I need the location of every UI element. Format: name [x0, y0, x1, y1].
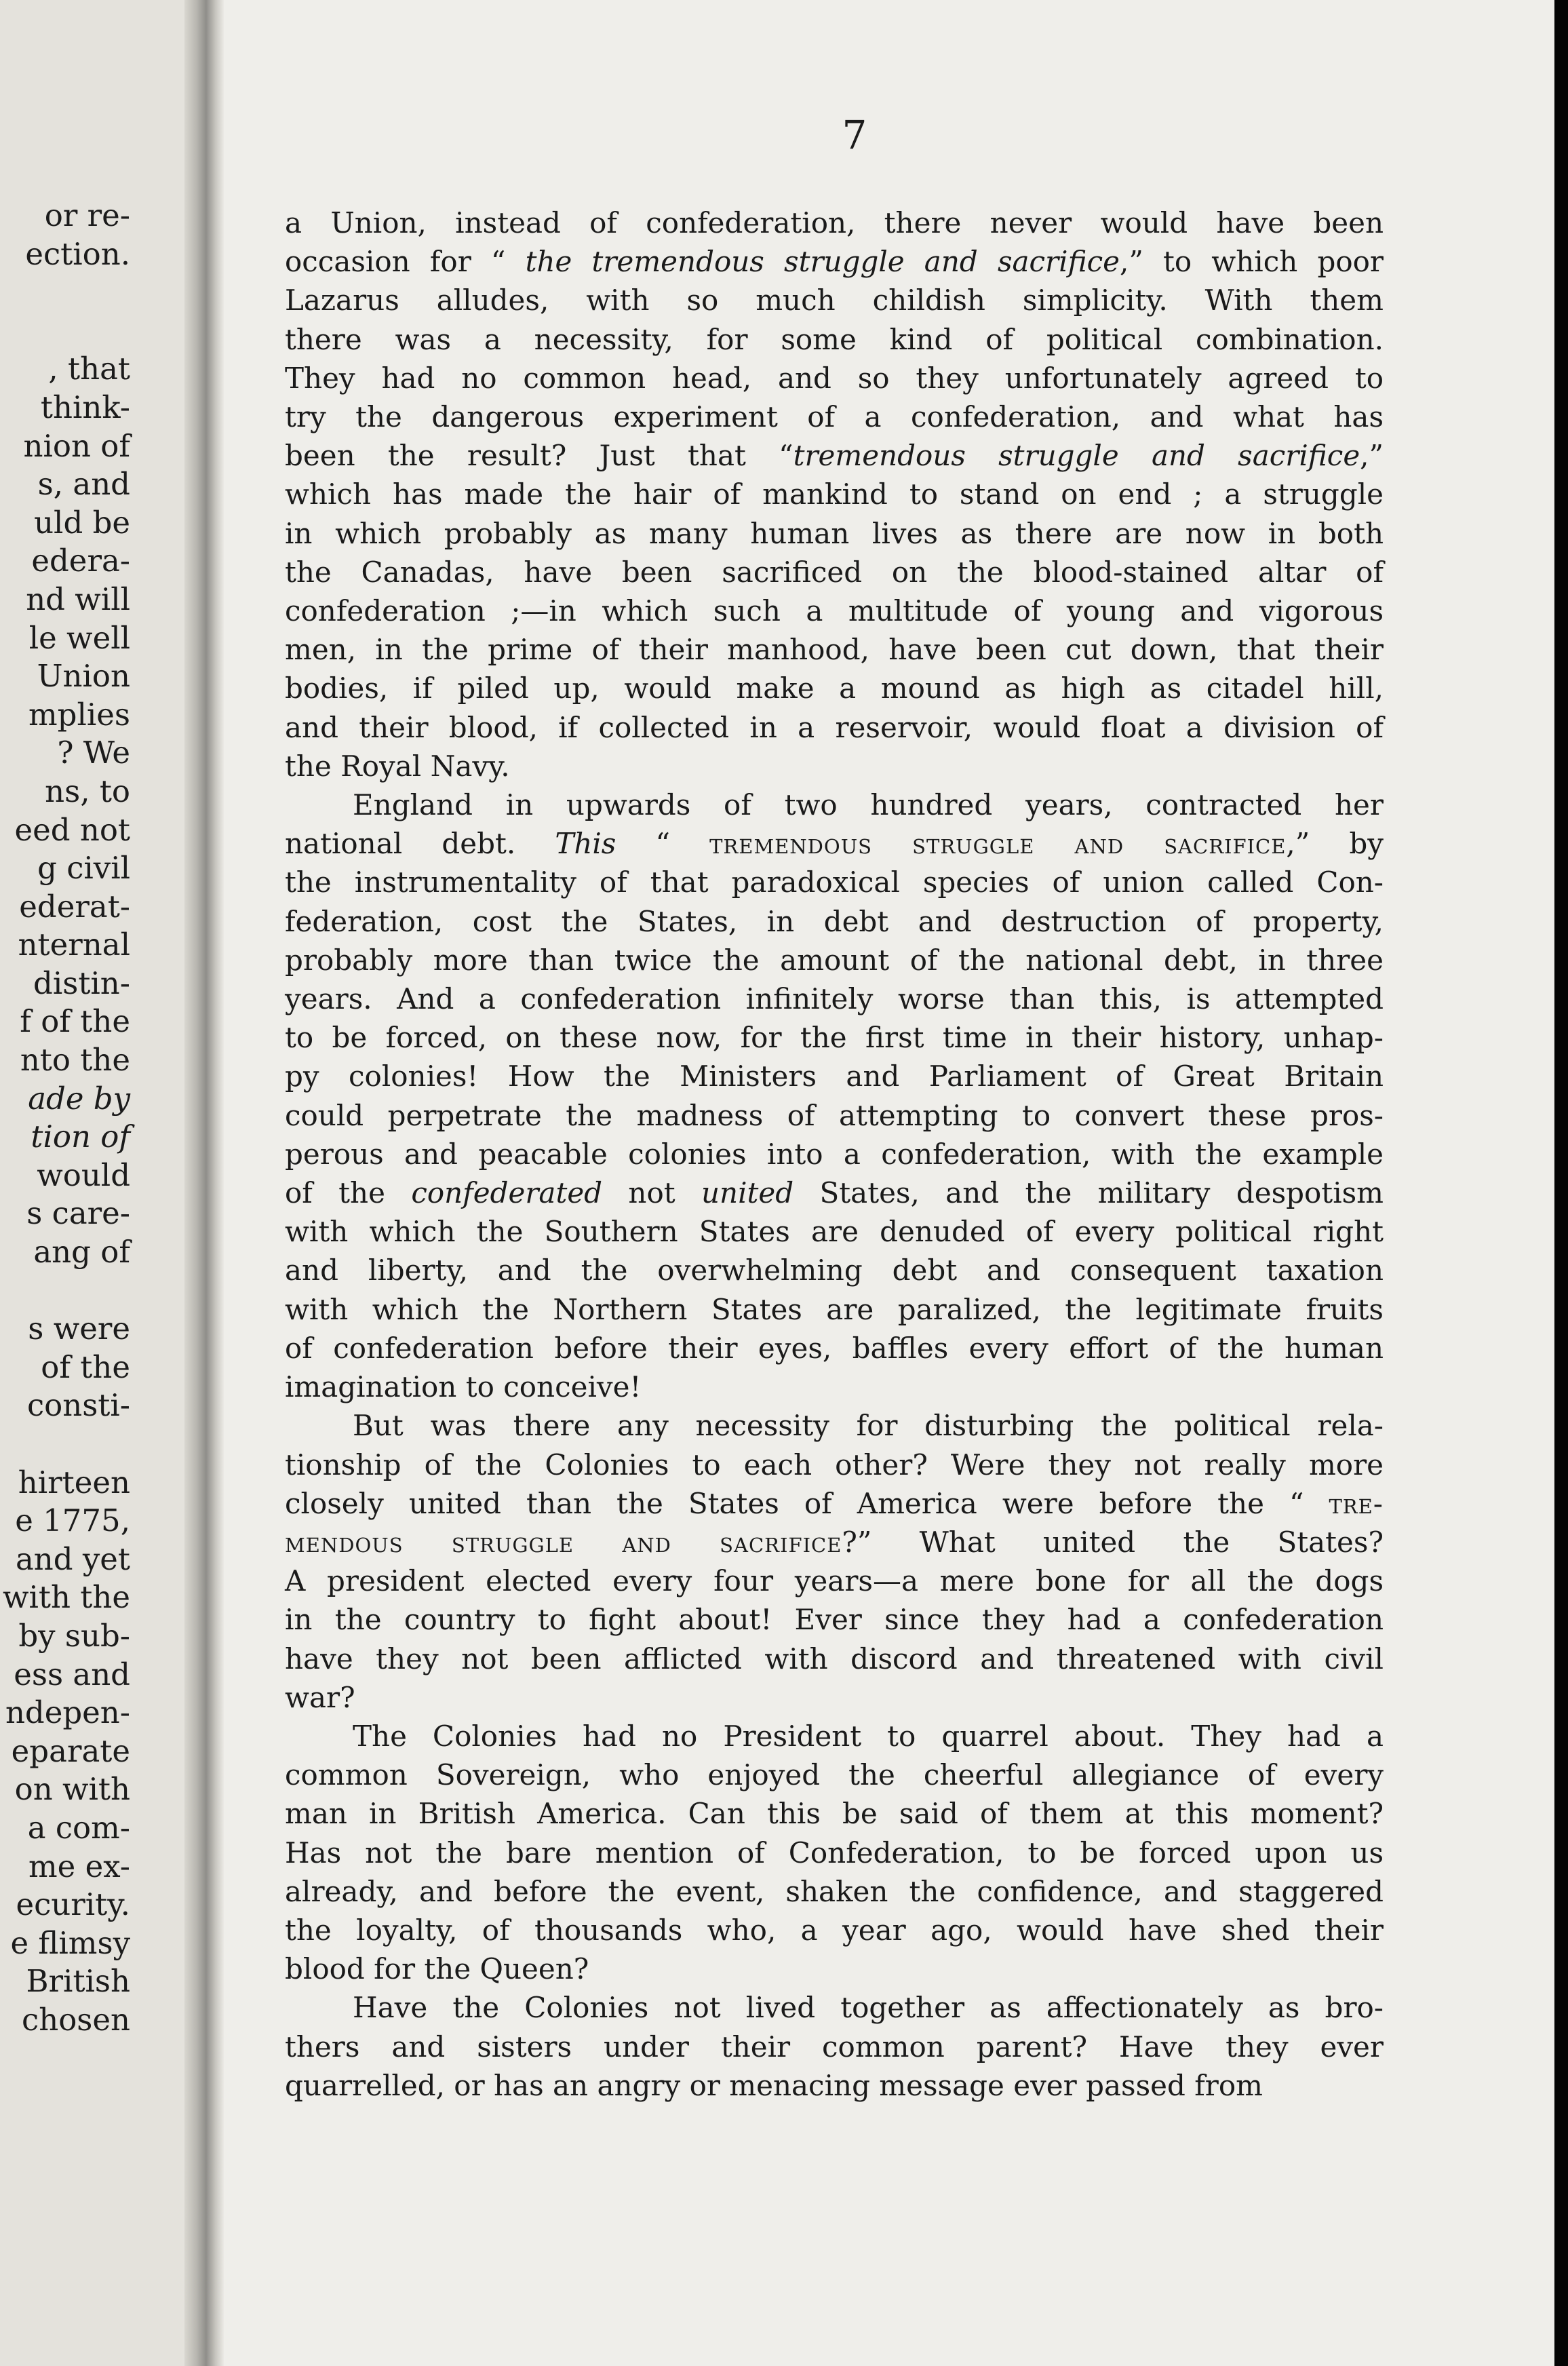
- facing-page-line: on with: [14, 1771, 130, 1808]
- facing-page-line: [0, 312, 130, 351]
- text-line: The Colonies had no President to quarrel about. They had a: [353, 1719, 1384, 1753]
- printed-line: [285, 1950, 1384, 1988]
- printed-line: [285, 630, 1384, 669]
- book-gutter: [184, 0, 224, 2366]
- facing-page-line: tion of: [31, 1119, 130, 1155]
- facing-page-line: [0, 1425, 130, 1464]
- printed-line: [285, 863, 1384, 901]
- facing-page-line: or re-: [44, 197, 130, 233]
- paragraph-p4: [285, 1717, 1384, 1988]
- printed-line: [285, 203, 1384, 242]
- facing-page-line: , that: [48, 351, 130, 387]
- text-line: the Canadas, have been sacrificed on the blood-stained altar of: [285, 555, 1384, 589]
- text-line: a Union, instead of confederation, there never would have been: [285, 206, 1384, 239]
- text-line: the loyalty, of thousands who, a year ago, would have shed their: [285, 1913, 1384, 1947]
- text-line: tionship of the Colonies to each other? Were they not really more: [285, 1448, 1384, 1481]
- text-line: Lazarus alludes, with so much childish simplicity. With them: [285, 284, 1384, 317]
- text-line: which has made the hair of mankind to stand on end ; a struggle: [285, 478, 1384, 511]
- text-line: of the confederated not united States, and the military despotism: [285, 1176, 1384, 1210]
- text-line: years. And a confederation infinitely worse than this, is attempted: [285, 982, 1384, 1016]
- printed-line: [285, 242, 1384, 281]
- facing-page-line: me ex-: [28, 1848, 130, 1884]
- facing-page-line: of the: [41, 1349, 130, 1385]
- facing-page-line: le well: [28, 619, 130, 656]
- printed-line: [285, 2028, 1384, 2066]
- text-line: thers and sisters under their common parent? Have they ever: [285, 2030, 1384, 2063]
- printed-line: [285, 1135, 1384, 1174]
- facing-page-line: ndepen-: [5, 1694, 130, 1731]
- facing-page-line: distin-: [33, 965, 130, 1001]
- printed-line: [285, 1988, 1384, 2027]
- text-line: try the dangerous experiment of a confederation, and what has: [285, 400, 1384, 434]
- printed-line: [285, 902, 1384, 941]
- printed-line: [285, 1446, 1384, 1484]
- printed-line: [285, 1018, 1384, 1057]
- printed-line: [285, 1640, 1384, 1678]
- main-page: [224, 0, 1568, 2366]
- printed-line: [285, 786, 1384, 824]
- text-line: py colonies! How the Ministers and Parliament of Great Britain: [285, 1060, 1384, 1093]
- text-line: have they not been afflicted with discord and threatened with civil: [285, 1642, 1384, 1675]
- text-line: the instrumentality of that paradoxical species of union called Con-: [285, 866, 1384, 899]
- text-line: the Royal Navy.: [285, 749, 510, 783]
- body-text: [285, 203, 1384, 2105]
- facing-page-line: ecurity.: [16, 1886, 130, 1923]
- printed-line: [285, 1484, 1384, 1523]
- printed-line: [285, 592, 1384, 630]
- facing-page-line: s care-: [26, 1195, 130, 1232]
- paragraph-p3: [285, 1406, 1384, 1717]
- printed-line: [285, 1251, 1384, 1289]
- facing-page-line: with the: [3, 1579, 130, 1616]
- printed-line: [285, 669, 1384, 707]
- text-line: there was a necessity, for some kind of political combination.: [285, 322, 1384, 356]
- facing-page-line: f of the: [20, 1003, 130, 1040]
- facing-page-line: nternal: [18, 927, 130, 963]
- text-line: war?: [285, 1680, 355, 1714]
- facing-page-line: think-: [40, 389, 130, 425]
- facing-page-line: Union: [37, 658, 130, 695]
- text-line: A president elected every four years—a mere bone for all the dogs: [285, 1564, 1384, 1598]
- text-line: England in upwards of two hundred years, contracted her: [353, 788, 1384, 822]
- text-line: already, and before the event, shaken the confidence, and staggered: [285, 1874, 1384, 1908]
- printed-line: [285, 320, 1384, 359]
- facing-page-line: ection.: [25, 235, 130, 272]
- printed-line: [285, 1911, 1384, 1950]
- text-line: But was there any necessity for disturbing the political rela-: [353, 1409, 1384, 1443]
- page-number: 7: [842, 112, 867, 158]
- text-line: and their blood, if collected in a reservoir, would float a division of: [285, 710, 1384, 744]
- printed-line: [285, 1290, 1384, 1329]
- scan-edge: [1554, 0, 1568, 2366]
- text-line: been the result? Just that “tremendous struggle and sacrifice,”: [285, 439, 1384, 473]
- printed-line: [285, 436, 1384, 475]
- paragraph-p5: [285, 1988, 1384, 2105]
- text-line: common Sovereign, who enjoyed the cheerful allegiance of every: [285, 1758, 1384, 1792]
- printed-line: [285, 1756, 1384, 1794]
- printed-line: [285, 1406, 1384, 1445]
- facing-page-line: consti-: [26, 1387, 130, 1424]
- facing-page-line: [0, 1272, 130, 1311]
- printed-line: [285, 1562, 1384, 1600]
- facing-page-line: ang of: [33, 1234, 130, 1271]
- text-line: to be forced, on these now, for the first time in their history, unhap-: [285, 1021, 1384, 1055]
- facing-page-line: e 1775,: [15, 1502, 130, 1539]
- facing-page-line: would: [37, 1157, 130, 1193]
- printed-line: [285, 824, 1384, 863]
- printed-line: [285, 1717, 1384, 1756]
- printed-line: [285, 1329, 1384, 1368]
- facing-page-line: ederat-: [19, 888, 130, 925]
- text-line: could perpetrate the madness of attempting to convert these pros-: [285, 1098, 1384, 1132]
- printed-line: [285, 1834, 1384, 1872]
- facing-page-line: a com-: [27, 1809, 130, 1846]
- facing-page-line: s, and: [37, 466, 130, 503]
- facing-page-line: [0, 273, 130, 312]
- facing-page-line: nion of: [23, 427, 130, 464]
- printed-line: [285, 1057, 1384, 1095]
- printed-line: [285, 941, 1384, 980]
- facing-page-line: British: [26, 1963, 130, 2000]
- facing-page-line: nto the: [20, 1042, 130, 1079]
- text-line: with which the Southern States are denuded of every political right: [285, 1215, 1384, 1249]
- text-line: Have the Colonies not lived together as affectionately as bro-: [353, 1991, 1384, 2025]
- text-line: men, in the prime of their manhood, have been cut down, that their: [285, 633, 1384, 667]
- printed-line: [285, 980, 1384, 1018]
- text-line: Has not the bare mention of Confederation, to be forced upon us: [285, 1836, 1384, 1869]
- printed-line: [285, 1212, 1384, 1251]
- printed-line: [285, 708, 1384, 747]
- text-line: quarrelled, or has an angry or menacing message ever passed from: [285, 2068, 1263, 2102]
- printed-line: [285, 1794, 1384, 1833]
- facing-page-line: uld be: [34, 504, 130, 541]
- facing-page-line: eparate: [11, 1732, 130, 1769]
- text-line: occasion for “ the tremendous struggle and sacrifice,” to which poor: [285, 245, 1384, 279]
- printed-line: [285, 1174, 1384, 1212]
- text-line: probably more than twice the amount of the national debt, in three: [285, 943, 1384, 977]
- text-line: blood for the Queen?: [285, 1952, 589, 1986]
- text-line: in which probably as many human lives as there are now in both: [285, 516, 1384, 550]
- facing-page-line: g civil: [37, 850, 130, 887]
- text-line: with which the Northern States are paralized, the legitimate fruits: [285, 1292, 1384, 1326]
- text-line: in the country to fight about! Ever since they had a confederation: [285, 1603, 1384, 1637]
- facing-page-line: edera-: [31, 543, 130, 579]
- printed-line: [285, 475, 1384, 513]
- facing-page-line: and yet: [15, 1540, 130, 1577]
- facing-page-line: eed not: [14, 811, 130, 848]
- printed-line: [285, 1368, 1384, 1406]
- printed-line: [285, 1523, 1384, 1562]
- facing-page-line: hirteen: [18, 1464, 130, 1500]
- text-line: imagination to conceive!: [285, 1370, 642, 1404]
- text-line: They had no common head, and so they unfortunately agreed to: [285, 361, 1384, 395]
- text-line: closely united than the States of America were before the “ tre-: [285, 1486, 1384, 1520]
- printed-line: [285, 1678, 1384, 1717]
- text-line: man in British America. Can this be said of them at this moment?: [285, 1797, 1384, 1831]
- printed-line: [285, 2066, 1384, 2105]
- printed-line: [285, 553, 1384, 592]
- facing-page-line: mplies: [28, 696, 130, 733]
- text-line: perous and peacable colonies into a confederation, with the example: [285, 1137, 1384, 1171]
- printed-line: [285, 281, 1384, 319]
- text-line: mendous struggle and sacrifice?” What united the States?: [285, 1525, 1384, 1559]
- printed-line: [285, 1872, 1384, 1911]
- text-line: federation, cost the States, in debt and destruction of property,: [285, 904, 1384, 938]
- printed-line: [285, 1096, 1384, 1135]
- text-line: confederation ;—in which such a multitude of young and vigorous: [285, 594, 1384, 628]
- paragraph-p2: [285, 786, 1384, 1406]
- facing-page-line: ess and: [14, 1656, 130, 1692]
- text-line: and liberty, and the overwhelming debt and consequent taxation: [285, 1254, 1384, 1287]
- facing-page-text-column: [0, 197, 130, 2040]
- printed-line: [285, 359, 1384, 397]
- facing-page-line: s were: [28, 1311, 130, 1347]
- facing-page-line: chosen: [22, 2001, 130, 2038]
- printed-line: [285, 1600, 1384, 1639]
- printed-line: [285, 397, 1384, 436]
- printed-line: [285, 747, 1384, 786]
- facing-page-line: e flimsy: [10, 1924, 130, 1961]
- facing-page-line: ? We: [57, 735, 130, 771]
- text-line: bodies, if piled up, would make a mound as high as citadel hill,: [285, 672, 1384, 705]
- text-line: national debt. This “ tremendous struggle and sacrifice,” by: [285, 827, 1384, 861]
- printed-line: [285, 514, 1384, 553]
- facing-page-line: ade by: [28, 1080, 130, 1117]
- text-line: of confederation before their eyes, baffles every effort of the human: [285, 1331, 1384, 1365]
- facing-page-line: by sub-: [18, 1617, 130, 1654]
- facing-page-line: ns, to: [45, 773, 130, 809]
- facing-page-line: nd will: [26, 581, 130, 617]
- facing-page-fragment: [0, 0, 184, 2366]
- paragraph-p1: [285, 203, 1384, 786]
